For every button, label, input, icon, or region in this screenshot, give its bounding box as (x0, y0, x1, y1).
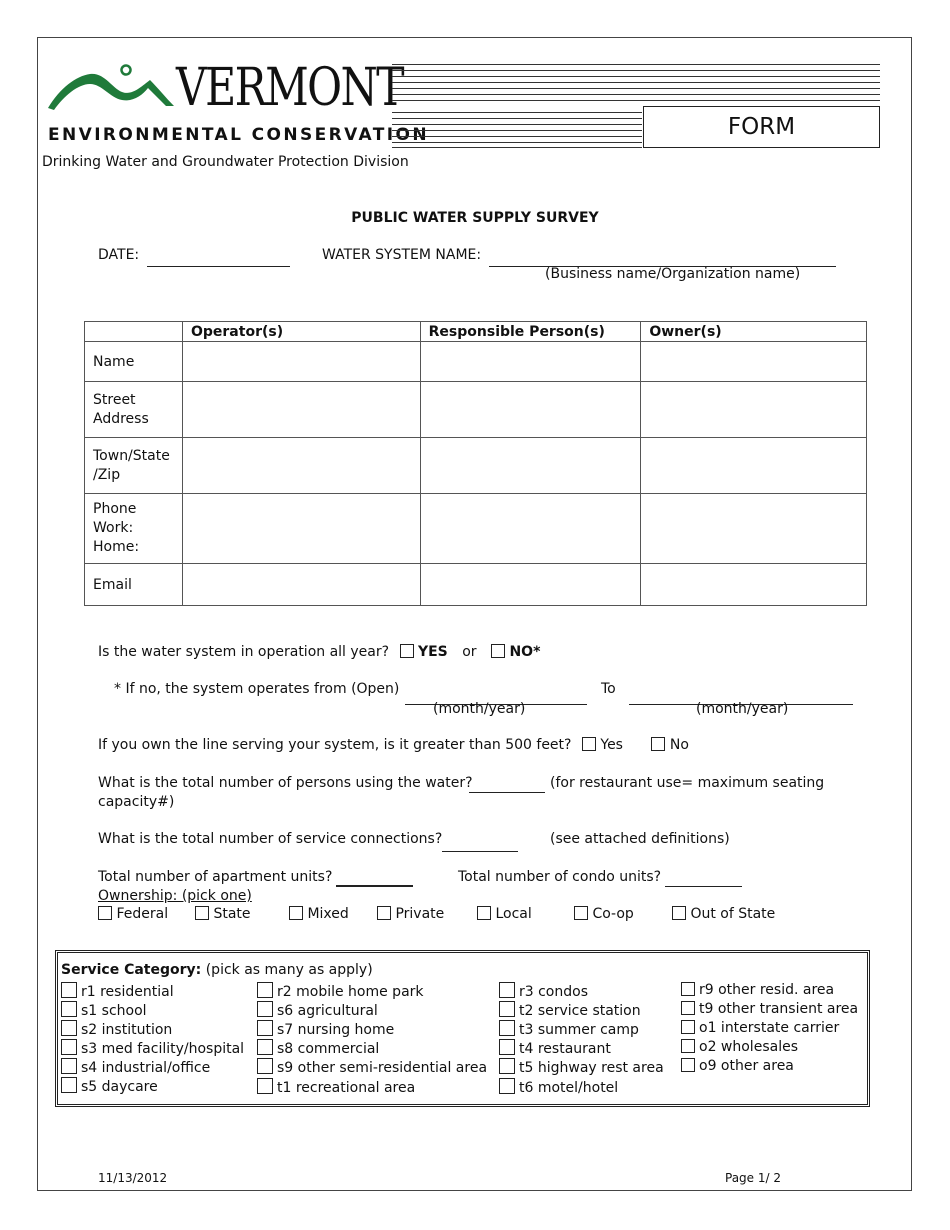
ownership-state-checkbox[interactable] (195, 906, 209, 920)
ownership-option[interactable] (574, 906, 634, 922)
service-category-checkbox[interactable] (499, 1078, 515, 1094)
year-round-or: or (462, 644, 477, 660)
service-category-checkbox[interactable] (681, 982, 695, 996)
table-row (85, 438, 867, 494)
row-label-email: Email (85, 564, 183, 606)
table-row (85, 382, 867, 438)
ownership-federal-checkbox[interactable] (98, 906, 112, 920)
service-category-option-label: t3 summer camp (519, 1022, 639, 1038)
owner-name-cell[interactable] (641, 342, 867, 382)
operator-town-cell[interactable] (182, 438, 420, 494)
service-category-option[interactable] (61, 1058, 210, 1076)
year-round-yes-checkbox[interactable] (400, 644, 414, 658)
service-category-option[interactable] (681, 1001, 858, 1017)
year-round-question (98, 644, 540, 660)
row-label-street: Street Address (85, 382, 183, 438)
ownership-private-checkbox[interactable] (377, 906, 391, 920)
service-category-option-label: t4 restaurant (519, 1041, 611, 1057)
service-category-checkbox[interactable] (499, 982, 515, 998)
ownership-private-label: Private (395, 906, 445, 922)
apartments-question: Total number of apartment units? (98, 869, 333, 885)
ownership-option[interactable] (98, 906, 168, 922)
service-category-option-label: o2 wholesales (699, 1039, 798, 1055)
persons-question-text: What is the total number of persons using the water? (98, 775, 473, 791)
connections-suffix: (see attached definitions) (550, 831, 730, 847)
service-category-heading (61, 962, 373, 978)
service-category-checkbox[interactable] (499, 1039, 515, 1055)
responsible-town-cell[interactable] (420, 438, 641, 494)
service-category-option[interactable] (61, 1001, 147, 1019)
service-category-option[interactable] (257, 1078, 415, 1096)
ownership-out-of-state-checkbox[interactable] (672, 906, 686, 920)
year-round-text: Is the water system in operation all year? (98, 644, 390, 660)
ownership-label: Ownership: (pick one) (98, 888, 252, 904)
ownership-option[interactable] (672, 906, 775, 922)
service-category-checkbox[interactable] (257, 1039, 273, 1055)
service-category-option[interactable] (681, 982, 834, 998)
service-category-option[interactable] (61, 982, 174, 1000)
year-round-yes-label: YES (417, 644, 448, 660)
persons-suffix: (for restaurant use= maximum seating (550, 775, 825, 791)
logo-wordmark: VERMONT (176, 58, 403, 118)
ownership-coop-checkbox[interactable] (574, 906, 588, 920)
date-label: DATE: (98, 247, 140, 263)
table-header-blank (85, 322, 183, 342)
operates-from-label: * If no, the system operates from (Open) (114, 681, 400, 697)
service-category-checkbox[interactable] (499, 1020, 515, 1036)
service-category-option-label: r9 other resid. area (699, 982, 835, 998)
table-row (85, 494, 867, 564)
operator-email-cell[interactable] (182, 564, 420, 606)
service-category-option[interactable] (257, 1039, 379, 1057)
service-category-checkbox[interactable] (681, 1058, 695, 1072)
service-category-checkbox[interactable] (61, 1039, 77, 1055)
service-category-option-label: s1 school (81, 1003, 147, 1019)
service-category-label: Service Category: (61, 962, 202, 978)
form-label-box: FORM (643, 106, 880, 148)
ownership-local-label: Local (495, 906, 532, 922)
service-category-checkbox[interactable] (257, 1058, 273, 1074)
service-category-option-label: o1 interstate carrier (699, 1020, 840, 1036)
owner-phone-cell[interactable] (641, 494, 867, 564)
service-category-option[interactable] (681, 1020, 839, 1036)
service-category-hint: (pick as many as apply) (205, 962, 373, 978)
service-category-checkbox[interactable] (681, 1039, 695, 1053)
ownership-mixed-checkbox[interactable] (289, 906, 303, 920)
service-category-option[interactable] (257, 1058, 487, 1076)
service-category-checkbox[interactable] (257, 1001, 273, 1017)
persons-field[interactable] (469, 792, 545, 793)
service-category-option-label: s4 industrial/office (81, 1060, 211, 1076)
ownership-mixed-label: Mixed (307, 906, 349, 922)
line-question (98, 737, 689, 753)
ownership-option[interactable] (477, 906, 532, 922)
service-category-checkbox[interactable] (257, 1078, 273, 1094)
service-category-option[interactable] (257, 982, 424, 1000)
service-category-option-label: r3 condos (519, 984, 588, 1000)
footer-page: Page 1/ 2 (725, 1171, 781, 1185)
ownership-federal-label: Federal (116, 906, 169, 922)
service-category-checkbox[interactable] (681, 1020, 695, 1034)
service-category-option[interactable] (499, 1058, 664, 1076)
service-category-checkbox[interactable] (257, 1020, 273, 1036)
persons-suffix-2: capacity#) (98, 794, 175, 810)
operator-phone-cell[interactable] (182, 494, 420, 564)
service-category-option[interactable] (499, 1078, 618, 1096)
ownership-local-checkbox[interactable] (477, 906, 491, 920)
service-category-option-label: r2 mobile home park (277, 984, 424, 1000)
owner-email-cell[interactable] (641, 564, 867, 606)
system-name-hint: (Business name/Organization name) (545, 266, 801, 282)
service-category-option-label: t5 highway rest area (519, 1060, 664, 1076)
service-category-option[interactable] (257, 1020, 394, 1038)
table-header-responsible: Responsible Person(s) (420, 322, 641, 342)
service-category-option[interactable] (499, 1039, 611, 1057)
service-category-option[interactable] (61, 1020, 172, 1038)
line-yes-checkbox[interactable] (582, 737, 596, 751)
service-category-option-label: t9 other transient area (699, 1001, 859, 1017)
service-category-option-label: s8 commercial (277, 1041, 380, 1057)
table-header-row (85, 322, 867, 342)
connections-question-text: What is the total number of service connections? (98, 831, 443, 847)
service-category-checkbox[interactable] (61, 1077, 77, 1093)
ownership-state-label: State (213, 906, 251, 922)
service-category-checkbox[interactable] (257, 982, 273, 998)
service-category-option-label: s6 agricultural (277, 1003, 378, 1019)
ownership-coop-label: Co-op (592, 906, 634, 922)
owner-street-cell[interactable] (641, 382, 867, 438)
date-field[interactable] (147, 266, 290, 267)
logo-subtitle: ENVIRONMENTAL CONSERVATION (48, 125, 429, 145)
service-category-option-label: s5 daycare (81, 1079, 158, 1095)
table-row (85, 342, 867, 382)
service-category-checkbox[interactable] (61, 1001, 77, 1017)
service-category-option-label: t1 recreational area (277, 1080, 416, 1096)
system-name-label: WATER SYSTEM NAME: (322, 247, 482, 263)
service-category-checkbox[interactable] (499, 1058, 515, 1074)
page-title: PUBLIC WATER SUPPLY SURVEY (351, 210, 599, 226)
responsible-phone-cell[interactable] (420, 494, 641, 564)
service-category-checkbox[interactable] (681, 1001, 695, 1015)
ownership-option[interactable] (289, 906, 349, 922)
table-header-operators: Operator(s) (182, 322, 420, 342)
year-round-no-checkbox[interactable] (491, 644, 505, 658)
responsible-street-cell[interactable] (420, 382, 641, 438)
row-label-phone: Phone Work: Home: (85, 494, 183, 564)
condos-field[interactable] (665, 886, 742, 887)
service-category-checkbox[interactable] (499, 1001, 515, 1017)
service-category-option[interactable] (681, 1039, 798, 1055)
operates-to-label: To (601, 681, 616, 697)
service-category-checkbox[interactable] (61, 1058, 77, 1074)
service-category-option-label: s2 institution (81, 1022, 173, 1038)
owner-town-cell[interactable] (641, 438, 867, 494)
responsible-name-cell[interactable] (420, 342, 641, 382)
operator-name-cell[interactable] (182, 342, 420, 382)
year-round-no-label: NO* (509, 644, 541, 660)
ownership-option[interactable] (195, 906, 251, 922)
service-category-checkbox[interactable] (61, 1020, 77, 1036)
service-category-option[interactable] (257, 1001, 378, 1019)
service-category-option-label: o9 other area (699, 1058, 794, 1074)
service-category-option-label: t2 service station (519, 1003, 641, 1019)
table-header-owners: Owner(s) (641, 322, 867, 342)
operator-street-cell[interactable] (182, 382, 420, 438)
apartments-field[interactable] (336, 885, 413, 887)
condos-question: Total number of condo units? (458, 869, 662, 885)
service-category-option[interactable] (499, 982, 588, 1000)
service-category-option[interactable] (499, 1001, 641, 1019)
line-question-text: If you own the line serving your system, is it greater than 500 feet? (98, 737, 572, 753)
service-category-option[interactable] (61, 1077, 158, 1095)
service-category-option[interactable] (61, 1039, 244, 1057)
vermont-mountain-logo-icon (46, 62, 178, 116)
footer-date: 11/13/2012 (98, 1171, 168, 1185)
service-category-option-label: s7 nursing home (277, 1022, 395, 1038)
service-category-option[interactable] (681, 1058, 794, 1074)
service-category-option-label: r1 residential (81, 984, 174, 1000)
line-no-label: No (669, 737, 689, 753)
row-label-name: Name (85, 342, 183, 382)
table-row (85, 564, 867, 606)
service-category-option-label: s9 other semi-residential area (277, 1060, 488, 1076)
service-category-checkbox[interactable] (61, 982, 77, 998)
open-date-hint: (month/year) (433, 701, 526, 717)
responsible-email-cell[interactable] (420, 564, 641, 606)
service-category-option-label: t6 motel/hotel (519, 1080, 619, 1096)
line-yes-label: Yes (600, 737, 623, 753)
ownership-out-of-state-label: Out of State (690, 906, 776, 922)
connections-field[interactable] (442, 851, 518, 852)
contact-table (84, 321, 867, 606)
ownership-option[interactable] (377, 906, 444, 922)
service-category-option[interactable] (499, 1020, 639, 1038)
service-category-option-label: s3 med facility/hospital (81, 1041, 245, 1057)
close-date-hint: (month/year) (696, 701, 789, 717)
division-name: Drinking Water and Groundwater Protection Division (42, 154, 409, 170)
row-label-town: Town/State /Zip (85, 438, 183, 494)
line-no-checkbox[interactable] (651, 737, 665, 751)
